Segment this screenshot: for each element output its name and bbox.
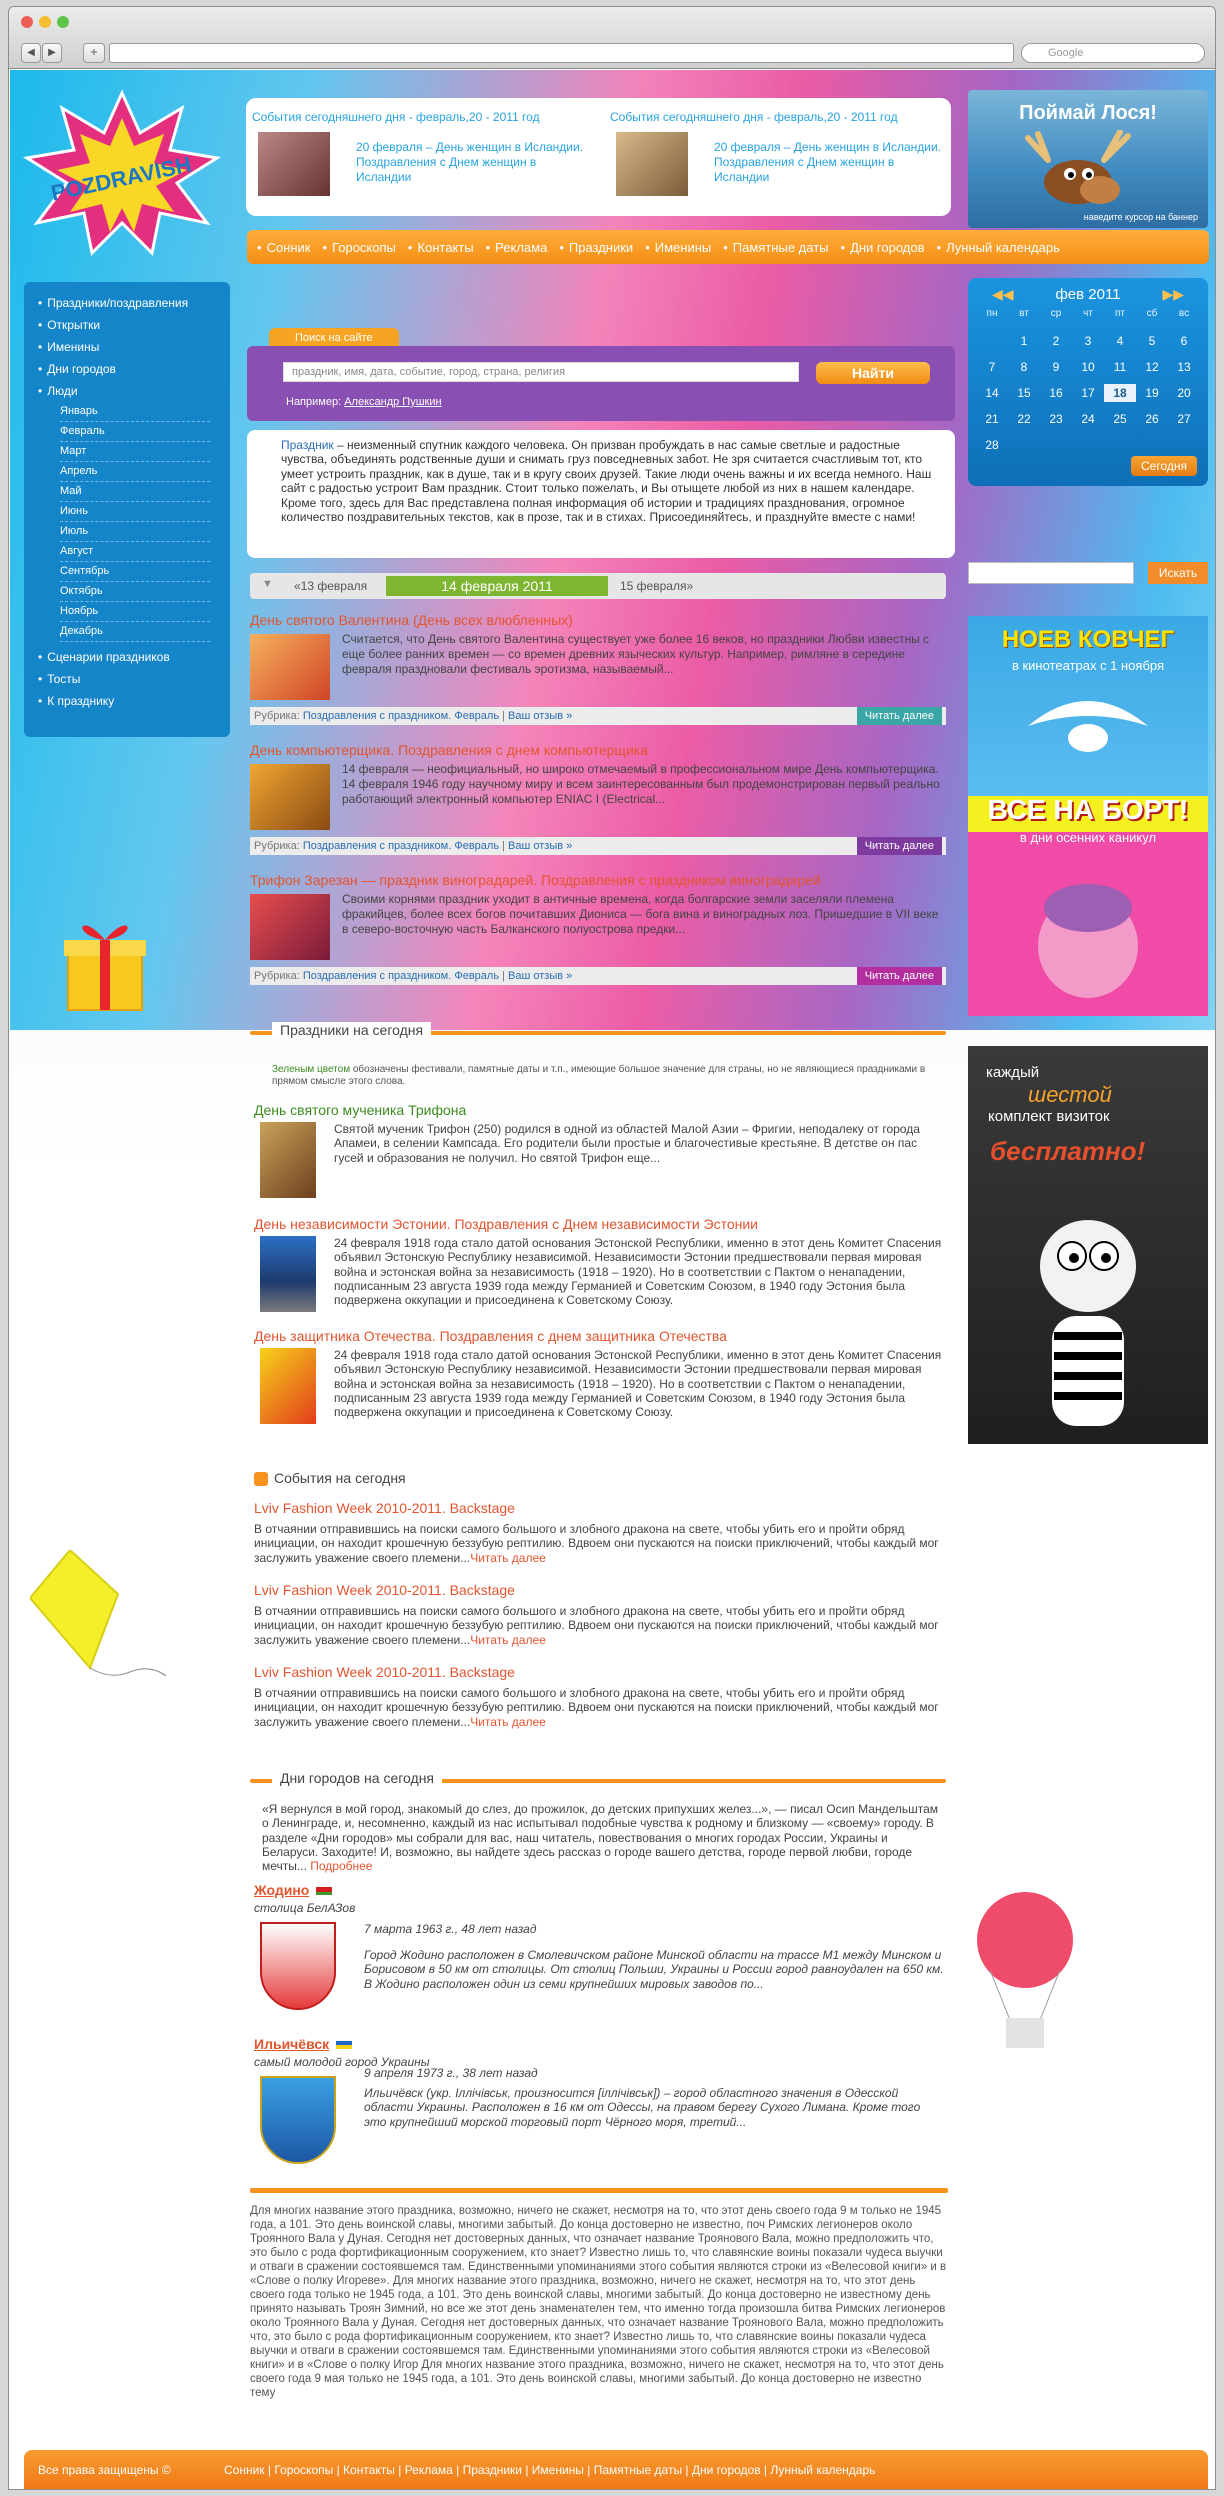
article-image[interactable] bbox=[250, 634, 330, 700]
calendar-day[interactable]: 14 bbox=[985, 386, 999, 400]
ark-sub: в кинотеатрах с 1 ноября bbox=[1011, 658, 1165, 673]
menu-item-memorable-dates[interactable]: • Памятные даты bbox=[723, 240, 828, 255]
site-search-input[interactable] bbox=[283, 362, 799, 382]
calendar-widget bbox=[968, 278, 1208, 486]
article-image[interactable] bbox=[250, 894, 330, 960]
calendar-day[interactable]: 13 bbox=[1177, 360, 1191, 374]
close-window-icon[interactable] bbox=[21, 16, 33, 28]
prev-date-link[interactable]: «13 февраля bbox=[294, 579, 368, 593]
today-button[interactable]: Сегодня bbox=[1131, 456, 1197, 476]
sidebar-month-december[interactable]: Декабрь bbox=[60, 622, 210, 642]
cards-line-d: бесплатно! bbox=[990, 1136, 1146, 1166]
sidebar-item-for-holiday[interactable]: • К празднику bbox=[24, 690, 230, 712]
next-date-link[interactable]: 15 февраля» bbox=[620, 579, 694, 593]
review-link[interactable]: Ваш отзыв » bbox=[508, 840, 573, 852]
menu-item-contacts[interactable]: • Контакты bbox=[408, 240, 474, 255]
top-event-title[interactable]: События сегодняшнего дня - февраль,20 - 2011 год bbox=[252, 110, 540, 124]
cards-line-b: шестой bbox=[1028, 1082, 1112, 1107]
read-more-button[interactable]: Читать далее bbox=[857, 837, 942, 855]
main-menu bbox=[247, 230, 1209, 264]
top-event-title[interactable]: События сегодняшнего дня - февраль,20 - 2011 год bbox=[610, 110, 898, 124]
top-event-image[interactable] bbox=[258, 132, 330, 196]
belarus-flag-icon bbox=[316, 1887, 332, 1895]
events-title: События на сегодня bbox=[274, 1470, 406, 1486]
board-title: ВСЕ НА БОРТ! bbox=[987, 794, 1189, 825]
city-desc: Ильичёвск (укр. Іллічівськ, произносится [іллічівськ]) – город областного значения в Одесской области Украины. Расположен в 16 км от Одессы, на правом берегу Сухого Лимана. Кроме того это крупнейший морской торговый порт Чёрного моря, третий... bbox=[364, 2086, 921, 2129]
weekday: ср bbox=[1050, 308, 1062, 319]
top-event-desc[interactable]: 20 февраля – День женщин в Исландии. Поздравления с Днем женщин в Исландии bbox=[714, 140, 942, 184]
city-status: самый молодой город Украины bbox=[254, 2055, 430, 2069]
event-title[interactable]: Lviv Fashion Week 2010-2011. Backstage bbox=[254, 1664, 515, 1680]
sidebar-month-october[interactable]: Октябрь bbox=[60, 582, 210, 602]
event-item bbox=[254, 1500, 944, 1565]
city-desc: Город Жодино расположен в Смолевичском районе Минской области на трассе М1 между Минском и Борисовом в 50 км от столицы. От столиц Польши, Украины и России город равноудален на 650 км. В Жодино расположен один из семи крупнейших мировых заводов по... bbox=[364, 1948, 944, 1991]
prev-month-icon[interactable]: ◀◀ bbox=[992, 286, 1014, 302]
cities-intro bbox=[262, 1802, 944, 1873]
sidebar-month-november[interactable]: Ноябрь bbox=[60, 602, 210, 622]
sidebar-item-scenarios[interactable]: • Сценарии праздников bbox=[24, 646, 230, 668]
calendar-day[interactable]: 28 bbox=[985, 438, 999, 452]
calendar-day[interactable]: 16 bbox=[1049, 386, 1063, 400]
calendar-day[interactable]: 4 bbox=[1116, 334, 1124, 348]
footer bbox=[24, 2450, 1208, 2490]
kite-icon bbox=[30, 1550, 170, 1700]
holidays-note-green: Зеленым цветом bbox=[272, 1064, 351, 1075]
calendar-day[interactable]: 5 bbox=[1148, 334, 1156, 348]
calendar-day[interactable]: 20 bbox=[1177, 386, 1191, 400]
top-event-card[interactable] bbox=[252, 110, 592, 184]
top-events-panel bbox=[246, 98, 951, 216]
holiday-item bbox=[254, 1216, 946, 1326]
browser-chrome bbox=[9, 7, 1215, 69]
holiday-text: 24 февраля 1918 года стало датой основания Эстонской Республики, именно в этот день Комитет Спасения объявил Эстонскую Республику независимой. Независимости Эстонии предшествовали первая мировая война и эстонская война за независимость (1918 – 1920). Но в соответствии с Пактом о ненападении, подписанным 23 августа 1939 года между Германией и Советским Союзом, в 1940 году Эстония была подвержена оккупации и присоединена к Советскому Союзу. bbox=[334, 1348, 942, 1420]
back-icon[interactable]: ◀ bbox=[21, 43, 41, 63]
footer-link-lunar-calendar[interactable]: Лунный календарь bbox=[770, 2463, 876, 2477]
intro-text: – неизменный спутник каждого человека. Он призван пробуждать в нас самые светлые и радостные чувства, объединять родственные души и снимать груз повседневных забот. Не зря считается счастливым тот, кто умеет устроить праздник, как в душе, так и в кругу своих друзей. Такие люди очень важны и их всегда немного. Наш сайт с радостью устроит Вам праздник. Стоит только пожелать, и Вы отыщете любой из них в нашем календаре. Кроме того, здесь для Вас представлена полная информация об истории и традициях празднования, огромное количество поздравительных текстов, как в прозе, так и в стихах. Присоединяйтесь, и празднуйте вместе с нами! bbox=[281, 438, 932, 525]
bird-icon bbox=[1018, 686, 1158, 776]
seo-text: Для многих название этого праздника, возможно, ничего не скажет, несмотря на то, что этот день своего года 9 м только не 1945 года, а 101. Это день воинской славы, многими забытый. До конца достоверно не известно, поч Римских легионеров около Троянного Вала у Дуная. Сегодня нет достоверных данных, что означает название Троянового Вала, можно предположить что, это было с рода фортификационным сооружением, кто знает? Известно лишь то, что славянские воины показали чудеса выучки и отваги в сражении состоявшемся там. Единственными упоминаниями этого события являются строки из «Велесовой книги» и в «Слове о полку Игореве». Для многих название этого праздника, возможно, ничего не скажет, несмотря на то, что этот день своего года только не 1945 года, а 101. Это день воинской славы, многими забытый. До конца достоверно не известному день принято называть Троян Зимний, но все же этот день знаменателен тем, что именно тогда произошла битва Римских легионеров около Троянного Вала у Дуная. Сегодня нет достоверных данных, что означает название Троянового Вала, можно предположить что, это было с рода фортификационным сооружением, кто знает? Известно лишь то, что славянские воины показали чудеса выучки и отваги в сражении состоявшемся там. Единственными упоминаниями этого события являются строки из «Велесовой книги» и в «Слове о полку Игор Для многих название этого праздника, возможно, ничего не скажет, несмотря на то, что этот день своего года 9 мая только не 1945 года, а 101. Это день воинской славы, многими забытый. До конца достоверно не известно тему bbox=[250, 2205, 947, 2399]
calendar-day[interactable]: 15 bbox=[1017, 386, 1031, 400]
city-status: столица БелАЗов bbox=[254, 1901, 356, 1915]
calendar-day[interactable]: 8 bbox=[1020, 360, 1028, 374]
sidebar-month-june[interactable]: Июнь bbox=[60, 502, 210, 522]
footer-link-dream-book[interactable]: Сонник bbox=[224, 2463, 265, 2477]
ukraine-flag-icon bbox=[336, 2041, 352, 2049]
movie-banner[interactable] bbox=[968, 616, 1208, 1016]
sidebar-item-city-days[interactable]: • Дни городов bbox=[24, 358, 230, 380]
search-example-link[interactable]: Александр Пушкин bbox=[344, 396, 442, 408]
menu-item-dream-book[interactable]: • Сонник bbox=[257, 240, 311, 255]
hippo-icon bbox=[1018, 866, 1158, 1006]
holiday-text: Святой мученик Трифон (250) родился в одной из областей Малой Азии – Фригии, неподалеку от города Апамеи, в селении Кампсада. Его родители были простые и благочестивые крестьяне. В детстве он пас гусей и образования не получил. Но святой Трифон еще... bbox=[334, 1122, 920, 1165]
calendar-day[interactable]: 6 bbox=[1180, 334, 1188, 348]
maximize-window-icon[interactable] bbox=[57, 16, 69, 28]
calendar-day[interactable]: 2 bbox=[1052, 334, 1060, 348]
event-text bbox=[254, 1686, 944, 1729]
calendar-day[interactable]: 24 bbox=[1081, 412, 1095, 426]
footer-link-holidays[interactable]: Праздники bbox=[462, 2463, 522, 2477]
cards-line-a: каждый bbox=[986, 1064, 1040, 1081]
cards-line-c: комплект визиток bbox=[988, 1108, 1110, 1125]
footer-link-city-days[interactable]: Дни городов bbox=[691, 2463, 761, 2477]
rubric-link[interactable]: Поздравления с праздником. Февраль bbox=[302, 710, 500, 722]
footer-link-contacts[interactable]: Контакты bbox=[343, 2463, 395, 2477]
holiday-item bbox=[254, 1328, 946, 1440]
review-link[interactable]: Ваш отзыв » bbox=[508, 970, 573, 982]
side-search-button[interactable]: Искать bbox=[1148, 562, 1208, 584]
weekday: сб bbox=[1146, 308, 1158, 319]
article-text: Своими корнями праздник уходит в античные времена, когда болгарские земли заселяли племена фракийцев, более всех богов почитавших Диониса — бога вина и виноградных лоз. Пришедшие в VII веке в северо-восточную часть Балканского полуострова предки... bbox=[342, 892, 939, 936]
event-read-more[interactable]: Читать далее bbox=[470, 1550, 546, 1565]
holidays-header bbox=[250, 1022, 946, 1042]
site-search-placeholder: праздник, имя, дата, событие, город, страна, религия bbox=[292, 366, 566, 378]
collapse-icon[interactable]: ▼ bbox=[262, 578, 273, 590]
article-footer: Рубрика: Поздравления с праздником. Февраль | Ваш отзыв » Читать далее bbox=[250, 707, 946, 725]
weekday: вс bbox=[1178, 308, 1190, 319]
article-card bbox=[250, 612, 946, 730]
calendar-day[interactable]: 23 bbox=[1049, 412, 1063, 426]
minimize-window-icon[interactable] bbox=[39, 16, 51, 28]
address-bar[interactable] bbox=[109, 43, 1014, 63]
holiday-image[interactable] bbox=[260, 1122, 316, 1198]
find-button[interactable]: Найти bbox=[816, 362, 930, 384]
site-logo[interactable] bbox=[22, 88, 222, 258]
event-item bbox=[254, 1582, 944, 1647]
menu-item-name-days[interactable]: • Именины bbox=[645, 240, 711, 255]
calendar-day[interactable]: 22 bbox=[1017, 412, 1031, 426]
holidays-note-rest: обозначены фестивали, памятные даты и т.п., имеющие большое значение для страны, но не являющиеся праздниками в прямом смысле этого слова. bbox=[272, 1064, 926, 1087]
browser-window bbox=[8, 6, 1216, 2490]
moose-banner-title: Поймай Лося! bbox=[1019, 102, 1157, 124]
menu-item-holidays[interactable]: • Праздники bbox=[559, 240, 633, 255]
rubric-label: Рубрика: bbox=[254, 840, 300, 852]
search-tab-label: Поиск на сайте bbox=[295, 332, 373, 344]
section-divider bbox=[250, 2188, 948, 2193]
city-name[interactable]: Ильичёвск bbox=[254, 2036, 330, 2052]
event-text bbox=[254, 1522, 944, 1565]
footer-copyright: Все права защищены © bbox=[38, 2463, 171, 2477]
event-read-more[interactable]: Читать далее bbox=[470, 1714, 546, 1729]
calendar-empty-cell bbox=[976, 332, 1008, 350]
event-body: В отчаянии отправившись на поиски самого большого и злобного дракона на свете, чтобы убить его и пройти обряд инициации, он находит крошечную беззубую рептилию. Вдвоем они пускаются на поиски приключений, чтобы каждый мог заслужить уважение своего племени... bbox=[254, 1604, 939, 1647]
calendar-day[interactable]: 17 bbox=[1081, 386, 1095, 400]
sidebar-item-holidays[interactable]: • Праздники/поздравления bbox=[24, 292, 230, 314]
sidebar bbox=[24, 282, 230, 737]
side-search-input[interactable] bbox=[968, 562, 1134, 584]
sidebar-item-cards[interactable]: • Открытки bbox=[24, 314, 230, 336]
read-more-button[interactable]: Читать далее bbox=[857, 967, 942, 985]
city-date: 9 апреля 1973 г., 38 лет назад bbox=[364, 2066, 538, 2080]
event-body: В отчаянии отправившись на поиски самого большого и злобного дракона на свете, чтобы убить его и пройти обряд инициации, он находит крошечную беззубую рептилию. Вдвоем они пускаются на поиски приключений, чтобы каждый мог заслужить уважение своего племени... bbox=[254, 1686, 939, 1729]
calendar-day[interactable]: 12 bbox=[1145, 360, 1159, 374]
article-footer: Рубрика: Поздравления с праздником. Февраль | Ваш отзыв » Читать далее bbox=[250, 837, 946, 855]
article-text: Считается, что День святого Валентина существует уже более 16 веков, но праздники Любви известны с еще более ранних времен — со времен древних языческих культур. Например, римляне в середине февраля праздновали фестиваль эротизма, называемый... bbox=[342, 632, 930, 676]
sidebar-month-march[interactable]: Март bbox=[60, 442, 210, 462]
calendar-day[interactable]: 3 bbox=[1084, 334, 1092, 348]
zebra-icon bbox=[1008, 1186, 1168, 1436]
footer-link-memorable-dates[interactable]: Памятные даты bbox=[593, 2463, 683, 2477]
ark-title: НОЕВ КОВЧЕГ bbox=[1001, 626, 1175, 653]
top-event-desc[interactable]: 20 февраля – День женщин в Исландии. Поздравления с Днем женщин в Исландии bbox=[356, 140, 584, 184]
events-header bbox=[254, 1470, 406, 1486]
intro-block bbox=[247, 430, 955, 558]
calendar-day[interactable]: 11 bbox=[1113, 360, 1127, 374]
calendar-day[interactable]: 18 bbox=[1104, 384, 1136, 402]
city-date: 7 марта 1963 г., 48 лет назад bbox=[364, 1922, 537, 1936]
moose-banner[interactable] bbox=[968, 90, 1208, 228]
intro-link[interactable]: Праздник bbox=[281, 438, 334, 452]
review-link[interactable]: Ваш отзыв » bbox=[508, 710, 573, 722]
city-item bbox=[254, 1882, 946, 2032]
calendar-day[interactable]: 19 bbox=[1145, 386, 1159, 400]
balloon-icon bbox=[970, 1890, 1080, 2070]
business-cards-banner[interactable] bbox=[968, 1046, 1208, 1444]
read-more-button[interactable]: Читать далее bbox=[857, 707, 942, 725]
calendar-day[interactable]: 25 bbox=[1113, 412, 1127, 426]
footer-link-name-days[interactable]: Именины bbox=[531, 2463, 584, 2477]
holiday-title[interactable]: День независимости Эстонии. Поздравления с Днем независимости Эстонии bbox=[254, 1216, 759, 1232]
sidebar-item-people[interactable]: • Люди bbox=[24, 380, 230, 402]
sidebar-month-september[interactable]: Сентябрь bbox=[60, 562, 210, 582]
sidebar-month-may[interactable]: Май bbox=[60, 482, 210, 502]
event-title[interactable]: Lviv Fashion Week 2010-2011. Backstage bbox=[254, 1500, 515, 1516]
browser-search-placeholder: Google bbox=[1048, 47, 1084, 59]
browser-search-input[interactable] bbox=[1021, 43, 1205, 63]
holidays-title: Праздники на сегодня bbox=[272, 1022, 431, 1038]
holiday-title[interactable]: День защитника Отечества. Поздравления с днем защитника Отечества bbox=[254, 1328, 727, 1344]
holiday-text: 24 февраля 1918 года стало датой основания Эстонской Республики, именно в этот день Комитет Спасения объявил Эстонскую Республику независимой. Независимости Эстонии предшествовали первая мировая война и эстонская война за независимость (1918 – 1920). Но в соответствии с Пактом о ненападении, подписанным 23 августа 1939 года между Германией и Советским Союзом, в 1940 году Эстония была подвержена оккупации и присоединена к Советскому Союзу. bbox=[334, 1236, 942, 1308]
article-title[interactable]: Трифон Зарезан — праздник виноградарей. Поздравления с праздником виноградарей bbox=[250, 872, 821, 888]
footer-link-horoscopes[interactable]: Гороскопы bbox=[274, 2463, 334, 2477]
sidebar-item-toasts[interactable]: • Тосты bbox=[24, 668, 230, 690]
next-month-icon[interactable]: ▶▶ bbox=[1162, 286, 1184, 302]
article-card bbox=[250, 742, 946, 860]
weekday: пн bbox=[986, 308, 998, 319]
moose-banner-sub: наведите курсор на баннер bbox=[1083, 212, 1198, 222]
city-name[interactable]: Жодино bbox=[254, 1882, 310, 1898]
sidebar-item-name-days[interactable]: • Именины bbox=[24, 336, 230, 358]
holiday-item bbox=[254, 1102, 946, 1212]
calendar-day[interactable]: 9 bbox=[1052, 360, 1060, 374]
event-read-more[interactable]: Читать далее bbox=[470, 1632, 546, 1647]
event-title[interactable]: Lviv Fashion Week 2010-2011. Backstage bbox=[254, 1582, 515, 1598]
chart-icon bbox=[254, 1472, 268, 1486]
board-sub: в дни осенних каникул bbox=[1019, 830, 1157, 845]
calendar-day[interactable]: 27 bbox=[1177, 412, 1191, 426]
calendar-day[interactable]: 10 bbox=[1081, 360, 1095, 374]
footer-links: Сонник | Гороскопы | Контакты | Реклама | Праздники | Именины | Памятные даты | Дни городов | Лунный календарь bbox=[224, 2463, 876, 2477]
cities-intro-text: «Я вернулся в мой город, знакомый до слез, до прожилок, до детских припухших желез...», — писал Осип Мандельштам о Ленинграде, и, несомненно, каждый из нас испытывал подобные чувства к родному и близкому — «своему» городу. В разделе «Дни городов» мы собрали для вас, наш читатель, повествования о многих городах России, Украины и Беларуси. Заходите! И, возможно, вы найдете здесь рассказ о городе вашего детства, городе первой любви, городе мечты... bbox=[262, 1802, 939, 1874]
event-body: В отчаянии отправившись на поиски самого большого и злобного дракона на свете, чтобы убить его и пройти обряд инициации, он находит крошечную беззубую рептилию. Вдвоем они пускаются на поиски приключений, чтобы каждый мог заслужить уважение своего племени... bbox=[254, 1522, 939, 1565]
city-item bbox=[254, 2036, 946, 2186]
menu-item-city-days[interactable]: • Дни городов bbox=[841, 240, 925, 255]
calendar-day[interactable]: 21 bbox=[985, 412, 999, 426]
calendar-grid bbox=[976, 332, 1200, 454]
sidebar-month-february[interactable]: Февраль bbox=[60, 422, 210, 442]
holidays-note bbox=[272, 1064, 944, 1088]
event-text bbox=[254, 1604, 944, 1647]
current-date: 14 февраля 2011 bbox=[386, 576, 608, 596]
calendar-weekdays bbox=[976, 308, 1200, 319]
sidebar-month-august[interactable]: Август bbox=[60, 542, 210, 562]
weekday: чт bbox=[1083, 308, 1093, 319]
menu-item-advertising[interactable]: • Реклама bbox=[486, 240, 548, 255]
weekday: вт bbox=[1019, 308, 1029, 319]
search-example-label: Например: bbox=[286, 396, 342, 408]
search-example bbox=[286, 396, 442, 408]
article-image[interactable] bbox=[250, 764, 330, 830]
top-event-card[interactable] bbox=[610, 110, 950, 184]
weekday: пт bbox=[1115, 308, 1125, 319]
rubric-label: Рубрика: bbox=[254, 710, 300, 722]
menu-item-horoscopes[interactable]: • Гороскопы bbox=[323, 240, 396, 255]
holiday-image[interactable] bbox=[260, 1236, 316, 1312]
logo-text: POZDRAVISH bbox=[48, 151, 194, 206]
calendar-day[interactable]: 26 bbox=[1145, 412, 1159, 426]
search-tab[interactable] bbox=[269, 328, 399, 348]
cities-intro-more[interactable]: Подробнее bbox=[310, 1859, 373, 1874]
gift-icon bbox=[50, 910, 160, 1020]
sidebar-month-january[interactable]: Январь bbox=[60, 402, 210, 422]
sidebar-month-april[interactable]: Апрель bbox=[60, 462, 210, 482]
rubric-link[interactable]: Поздравления с праздником. Февраль bbox=[302, 970, 500, 982]
holiday-image[interactable] bbox=[260, 1348, 316, 1424]
page bbox=[10, 70, 1216, 2490]
moose-icon bbox=[1008, 130, 1148, 210]
forward-icon[interactable]: ▶ bbox=[42, 43, 62, 63]
footer-link-advertising[interactable]: Реклама bbox=[404, 2463, 453, 2477]
holiday-title[interactable]: День святого мученика Трифона bbox=[254, 1102, 467, 1118]
rubric-label: Рубрика: bbox=[254, 970, 300, 982]
rubric-link[interactable]: Поздравления с праздником. Февраль bbox=[302, 840, 500, 852]
article-text: 14 февраля — неофициальный, но широко отмечаемый в профессиональном мире День компьютерщика. 14 февраля 1946 году научному миру и всем заинтересованным был продемонстрирован первый реально работающий электронный компьютер ENIAC I (Electrical... bbox=[342, 762, 940, 806]
calendar-day[interactable]: 7 bbox=[988, 360, 996, 374]
add-tab-icon[interactable]: + bbox=[83, 43, 105, 63]
article-card bbox=[250, 872, 946, 990]
cities-title: Дни городов на сегодня bbox=[272, 1770, 442, 1786]
article-footer: Рубрика: Поздравления с праздником. Февраль | Ваш отзыв » Читать далее bbox=[250, 967, 946, 985]
event-item bbox=[254, 1664, 944, 1729]
date-navigation bbox=[250, 573, 946, 599]
cities-header bbox=[250, 1770, 946, 1790]
top-event-image[interactable] bbox=[616, 132, 688, 196]
city-coat-of-arms[interactable] bbox=[260, 1922, 336, 2010]
menu-item-lunar-calendar[interactable]: • Лунный календарь bbox=[937, 240, 1060, 255]
sidebar-month-july[interactable]: Июль bbox=[60, 522, 210, 542]
article-title[interactable]: День компьютерщика. Поздравления с днем компьютерщика bbox=[250, 742, 648, 758]
city-coat-of-arms[interactable] bbox=[260, 2076, 336, 2164]
article-title[interactable]: День святого Валентина (День всех влюбленных) bbox=[250, 612, 573, 628]
calendar-month: фев 2011 bbox=[1055, 286, 1121, 303]
calendar-day[interactable]: 1 bbox=[1020, 334, 1028, 348]
